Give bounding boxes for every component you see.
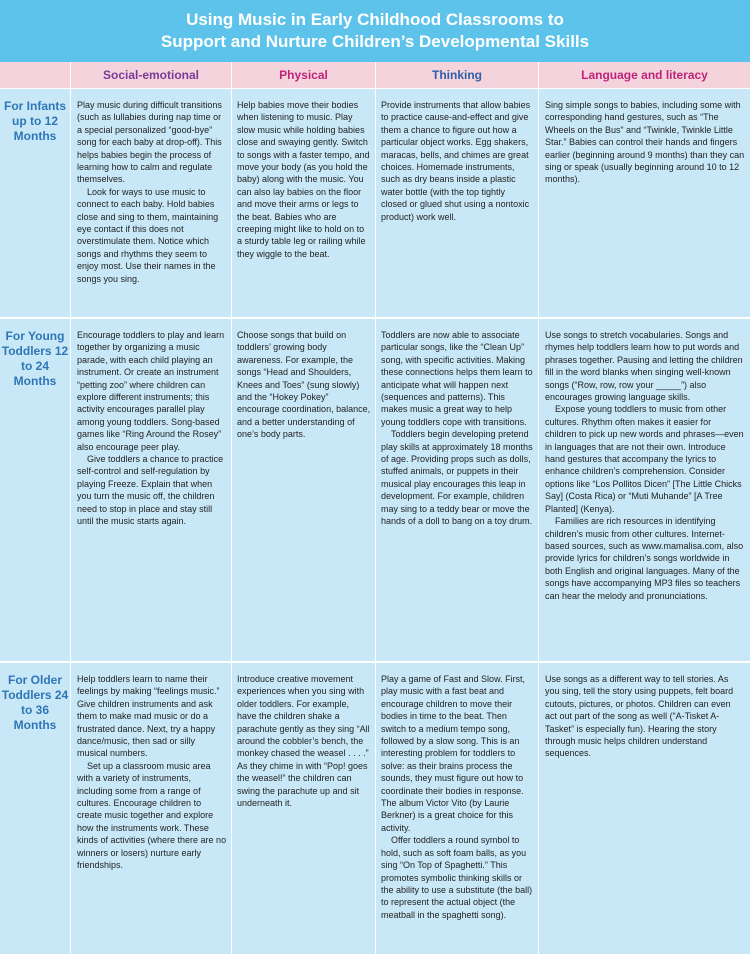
paragraph: Introduce creative movement experiences when you sing with older toddlers. For example, have the children shake a parachute gently as they sing “All around the cobbler’s bench, the monkey chased the weasel . . . .” As they chime in with “Pop! goes the weasel!” the children can swing the parachute up and sit underneath it. bbox=[237, 674, 370, 809]
paragraph: Toddlers are now able to associate particular songs, like the “Clean Up” song, with specific activities. Making these connections helps them learn to anticipate what will happen next (sequences and patterns). This makes music a great way to help young toddlers cope with transitions. bbox=[381, 330, 533, 427]
cell-older-toddlers-social-emotional bbox=[77, 673, 227, 872]
paragraph: Help toddlers learn to name their feelings by making “feelings music.” Give children instruments and ask them to make mad music or do a frustrated dance. Next, try a happy dance/music, then sad or silly musical numbers. bbox=[77, 674, 220, 759]
header-physical: Physical bbox=[279, 68, 328, 82]
title-banner bbox=[0, 0, 750, 62]
cell-young-toddlers-thinking bbox=[381, 329, 533, 528]
paragraph: Look for ways to use music to connect to each baby. Hold babies close and sing to them, maintaining eye contact if this does not overstimulate them. Notice which songs and rhythms they seem to enjoy most. Use their names in the songs you sing. bbox=[77, 186, 219, 284]
paragraph: Toddlers begin developing pretend play skills at approximately 18 months of age. Providing props such as dolls, stuffed animals, or puppets in their musical play encourages this leap in development. For example, children may sing to a teddy bear or move the hands of a doll to bang on a toy drum. bbox=[381, 429, 533, 527]
row-label-young-toddlers: For Young Toddlers 12 to 24 Months bbox=[1, 329, 69, 388]
page-title-line-1: Using Music in Early Childhood Classrooms to bbox=[186, 10, 564, 29]
header-thinking: Thinking bbox=[432, 68, 482, 82]
paragraph: Play a game of Fast and Slow. First, play music with a fast beat and encourage children to move their bodies in time to the beat. Then switch to a medium tempo song, followed by a slow song. This is an interesting problem for toddlers to solve: as their brains process the sounds, they must figure out how to coordinate their bodies in response. The album Victor Vito (by Laurie Berkner) is a great choice for this activity. bbox=[381, 674, 526, 833]
row-label-older-toddlers: For Older Toddlers 24 to 36 Months bbox=[1, 673, 69, 732]
paragraph: Help babies move their bodies when listening to music. Play slow music while holding babies close and swaying gently. Switch to songs with a faster tempo, and move your body (as you hold the baby) along with the music. You can also lay babies on the floor and move their arms or legs to the beat. Babies who are creeping might like to hold on to a sturdy table leg or railing while they wiggle to the beat. bbox=[237, 100, 370, 259]
paragraph: Sing simple songs to babies, including some with corresponding hand gestures, such as “The Wheels on the Bus” and “Twinkle, Twinkle Little Star.” Babies can control their hands and fingers earlier (beginning around 9 months) than they can sing or speak (usually beginning around 10 to 12 months). bbox=[545, 100, 745, 185]
column-divider bbox=[538, 62, 539, 954]
paragraph: Give toddlers a chance to practice self-control and self-regulation by playing Freeze. Explain that when you turn the music off, the children need to stop in place and stay still until the music starts again. bbox=[77, 454, 224, 527]
paragraph: Play music during difficult transitions (such as lullabies during nap time or a special personalized “good-bye” song for each baby at drop-off). This helps babies begin the process of learning how to calm and regulate themselves. bbox=[77, 100, 222, 185]
cell-infants-thinking bbox=[381, 99, 533, 223]
cell-older-toddlers-physical bbox=[237, 673, 371, 809]
paragraph: Offer toddlers a round symbol to hold, such as soft foam balls, as you sing “On Top of Spaghetti.” This promotes symbolic thinking skills or the ability to use a substitute (the ball) to represent the actual object (the meatball in the spaghetti song). bbox=[381, 835, 533, 920]
row-label-infants: For Infants up to 12 Months bbox=[4, 99, 66, 143]
cell-older-toddlers-language-literacy bbox=[545, 673, 745, 760]
paragraph: Set up a classroom music area with a variety of instruments, including some from a range of cultures. Encourage children to create music together and explore how the instruments work. These kinds of activities (where there are no winners or losers) nurture early friendships. bbox=[77, 760, 227, 871]
page-title-line-2: Support and Nurture Children’s Developmental Skills bbox=[160, 32, 590, 51]
cell-infants-physical bbox=[237, 99, 371, 260]
cell-young-toddlers-physical bbox=[237, 329, 371, 441]
column-divider bbox=[231, 62, 232, 954]
paragraph: Encourage toddlers to play and learn together by organizing a music parade, with each child playing an instrument. Or create an instrument “petting zoo” where children can explore different instruments; this activity encourages parallel play among young toddlers. Song-based games like “Ring Around the Rosey” also encourage peer play. bbox=[77, 330, 225, 452]
cell-infants-social-emotional bbox=[77, 99, 227, 285]
column-divider bbox=[375, 62, 376, 954]
cell-young-toddlers-language-literacy bbox=[545, 329, 745, 602]
paragraph: Use songs as a different way to tell stories. As you sing, tell the story using puppets, felt board cutouts, pictures, or photos. Children can even act out part of the song as well (“A-Tisket A-Tasket” is especially fun). Hearing the story through music helps children understand sequences. bbox=[545, 674, 734, 759]
paragraph: Provide instruments that allow babies to practice cause-and-effect and give them a chance to figure out how a particular object works. Egg shakers, maracas, bells, and chimes are great choices. Homemade instruments, such as dry beans inside a plastic water bottle (with the top tightly closed or glued shut using a nontoxic product) work well. bbox=[381, 100, 531, 222]
header-language-literacy: Language and literacy bbox=[581, 68, 708, 82]
cell-older-toddlers-thinking bbox=[381, 673, 533, 921]
paragraph: Expose young toddlers to music from other cultures. Rhythm often makes it easier for children to pick up new words and phrases—even in languages that are not their own. Introduce hand gestures that accompany the lyrics to enhance children’s comprehension. Consider options like “Los Pollitos Dicen” [The Little Chicks Say] (Costa Rica) or “Muti Muhande” [A Tree Planted] (Kenya). bbox=[545, 404, 744, 514]
paragraph: Families are rich resources in identifying children’s music from other cultures. Internet-based sources, such as www.mamalisa.com, also provide lyrics for children’s songs worldwide in both English and original languages. Many of the songs have accompanying MP3 files so teachers can hear the melody and pronunciations. bbox=[545, 516, 744, 601]
column-divider bbox=[70, 62, 71, 954]
paragraph: Choose songs that build on toddlers’ growing body awareness. For example, the songs “Head and Shoulders, Knees and Toes” (sung slowly) and the “Hokey Pokey” encourage coordination, balance, and a better understanding of one’s body parts. bbox=[237, 330, 371, 440]
header-social-emotional: Social-emotional bbox=[102, 68, 200, 82]
cell-young-toddlers-social-emotional bbox=[77, 329, 227, 528]
cell-infants-language-literacy bbox=[545, 99, 745, 186]
paragraph: Use songs to stretch vocabularies. Songs and rhymes help toddlers learn how to put words and phrases together. Pausing and letting the children fill in the word blanks when singing well-known songs (“Row, row, row your _____”) also encourages growing language skills. bbox=[545, 330, 743, 403]
